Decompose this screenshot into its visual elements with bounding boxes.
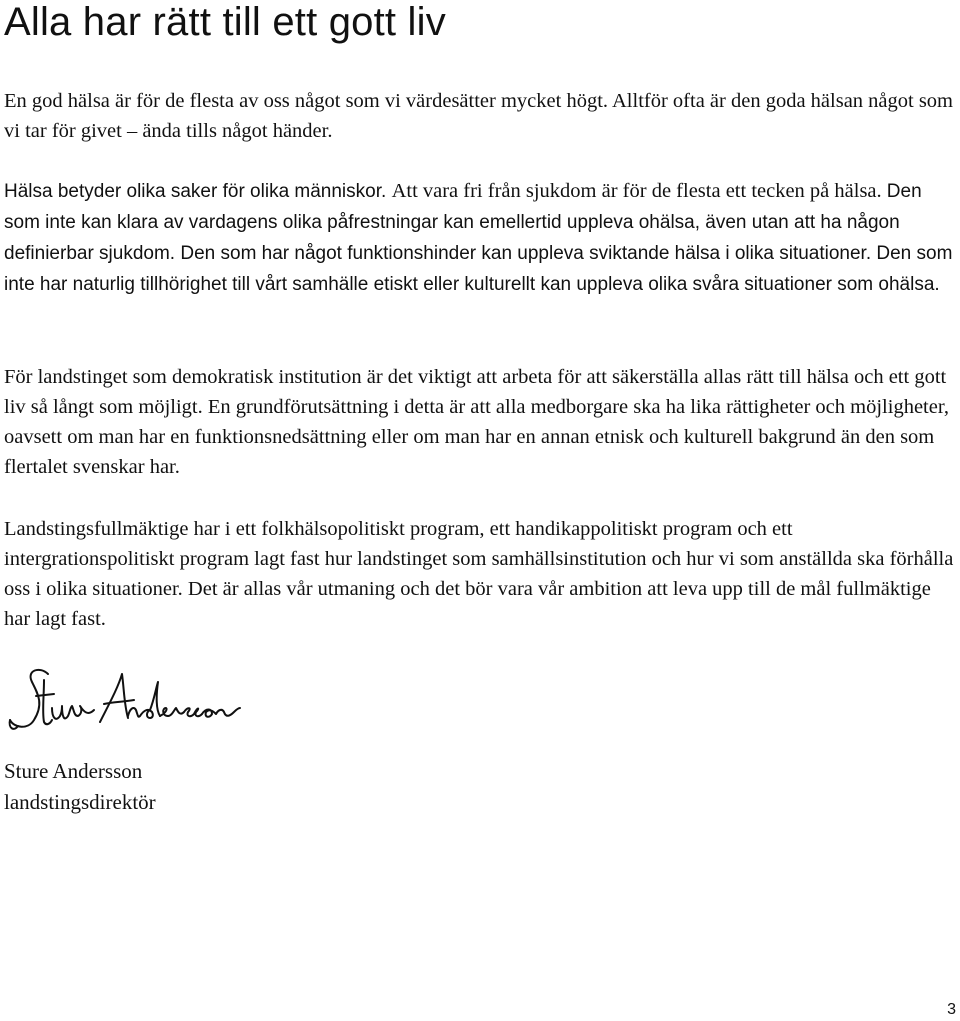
paragraph-text: För landstinget som demokratisk institution är det viktigt att arbeta för att säkerställa allas rätt till hälsa och ett gott liv så långt som möjligt. En grundförutsättning i detta är att alla medborgare ska ha lika rättigheter och möjligheter, oavsett om man har en funktionsnedsättning eller om man har en annan etnisk och kulturell bakgrund än den som flertalet svenskar har. xyxy=(4,366,949,478)
signer-block xyxy=(4,756,156,818)
signer-name: Sture Andersson xyxy=(4,759,143,783)
page-title: Alla har rätt till ett gott liv xyxy=(4,0,446,44)
democracy-paragraph xyxy=(4,362,956,482)
signer-role: landstingsdirektör xyxy=(4,790,156,814)
handwritten-signature xyxy=(4,660,260,740)
intro-paragraph xyxy=(4,86,956,146)
paragraph-text: Den som inte kan klara av vardagens olika påfrestningar kan emellertid uppleva ohälsa, även utan att ha någon definierbar sjukdom. Den som har något funktionshinder kan uppleva sviktande hälsa i olika situationer. Den som inte har naturlig tillhörighet till vårt samhälle etiskt eller kulturellt kan uppleva olika svåra situationer som ohälsa. xyxy=(4,181,953,295)
page-number: 3 xyxy=(947,1001,956,1018)
programs-paragraph xyxy=(4,514,956,634)
health-definition-paragraph xyxy=(4,176,956,300)
paragraph-text: En god hälsa är för de flesta av oss något som vi värdesätter mycket högt. Alltför ofta är den goda hälsan något som vi tar för givet – ända tills något händer. xyxy=(4,90,954,142)
paragraph-text: Att vara fri från sjukdom är för de flesta ett tecken på hälsa. xyxy=(391,180,887,202)
paragraph-text: Landstingsfullmäktige har i ett folkhälsopolitiskt program, ett handikappolitiskt program och ett intergrationspolitiskt program lagt fast hur landstinget som samhällsinstitution och hur vi som anställda ska förhålla oss i olika situationer. Det är allas vår utmaning och det bör vara vår ambition att leva upp till de mål fullmäktige har lagt fast. xyxy=(4,518,954,630)
paragraph-text: Hälsa betyder olika saker för olika människor. xyxy=(4,181,392,202)
